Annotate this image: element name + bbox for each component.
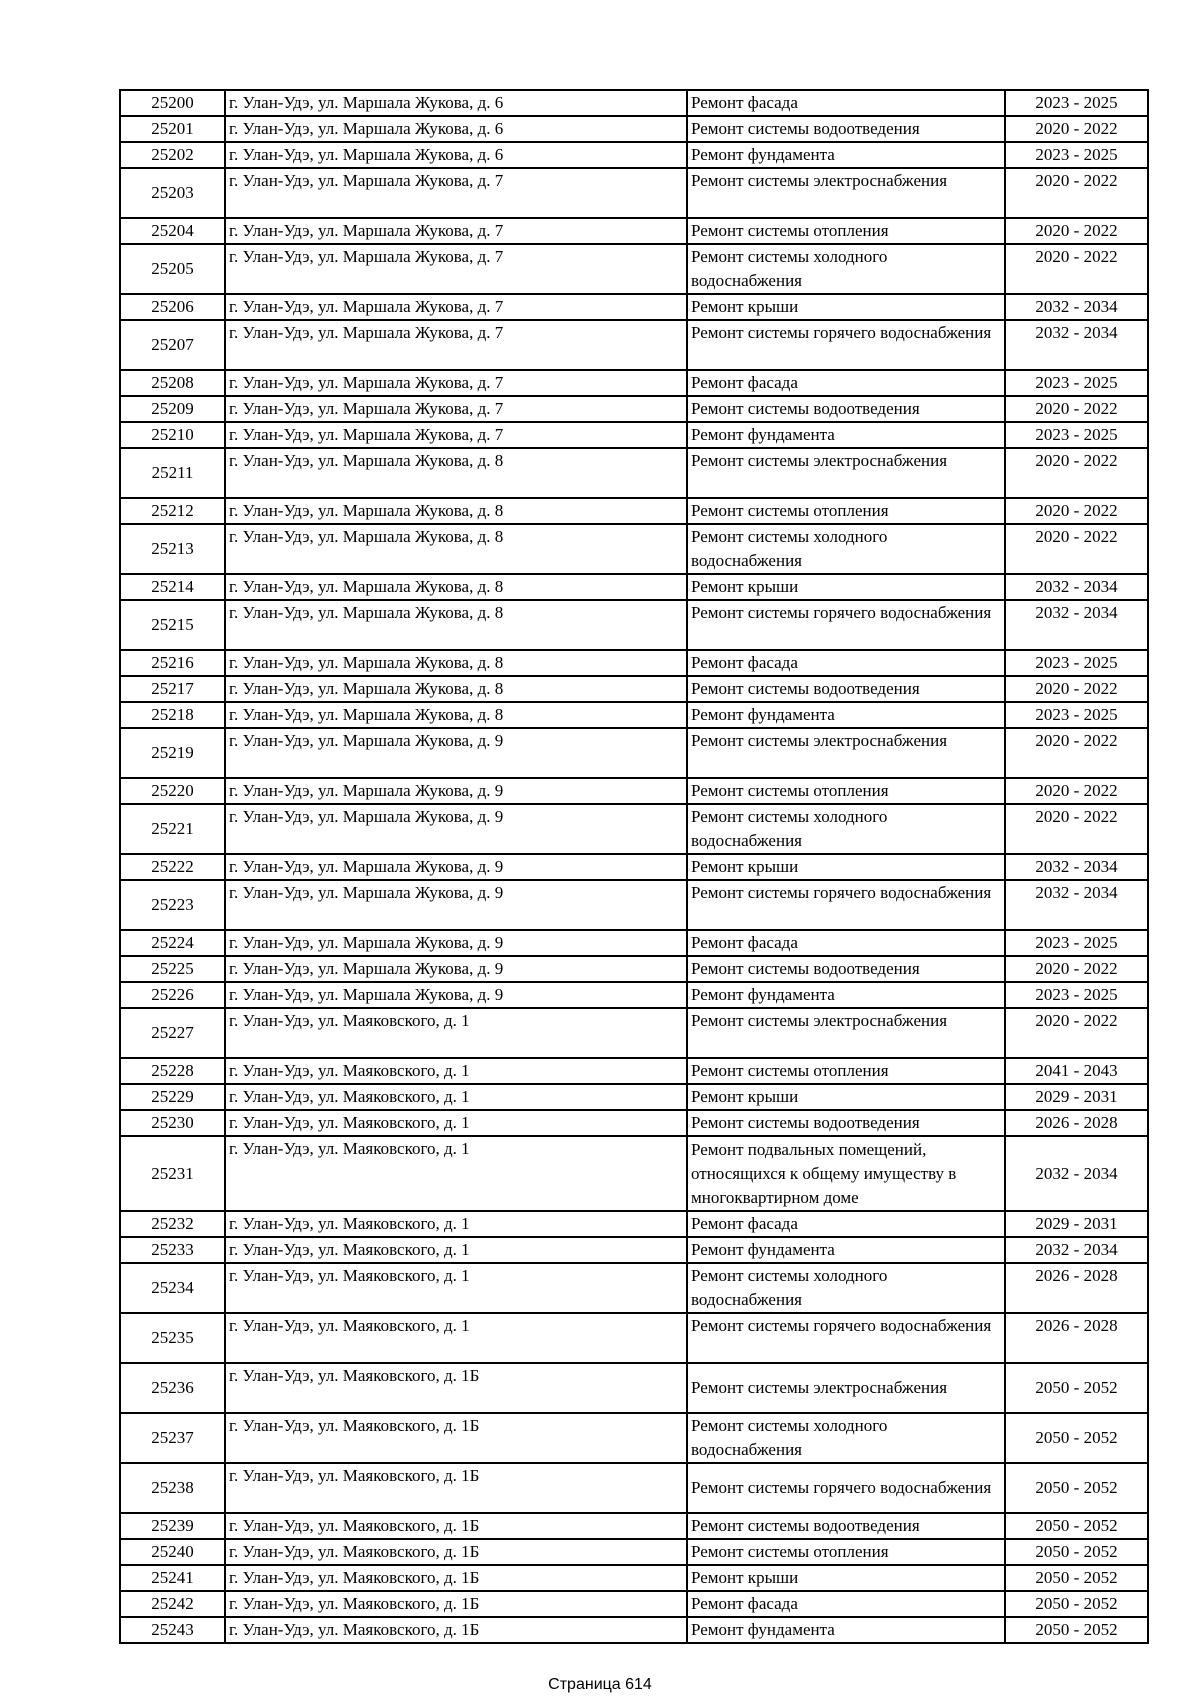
- row-number-cell: 25200: [120, 90, 225, 116]
- address-cell: г. Улан-Удэ, ул. Маяковского, д. 1Б: [225, 1591, 687, 1617]
- period-cell: 2020 - 2022: [1005, 168, 1148, 218]
- address-cell: г. Улан-Удэ, ул. Маршала Жукова, д. 7: [225, 294, 687, 320]
- table-row: [120, 294, 1148, 320]
- table-row: [120, 422, 1148, 448]
- works-table-body: [120, 90, 1148, 1643]
- period-cell: 2050 - 2052: [1005, 1565, 1148, 1591]
- work-type-cell: Ремонт системы горячего водоснабжения: [687, 320, 1005, 370]
- address-cell: г. Улан-Удэ, ул. Маршала Жукова, д. 7: [225, 320, 687, 370]
- address-cell: г. Улан-Удэ, ул. Маршала Жукова, д. 8: [225, 448, 687, 498]
- row-number-cell: 25243: [120, 1617, 225, 1643]
- row-number-cell: 25217: [120, 676, 225, 702]
- address-cell: г. Улан-Удэ, ул. Маршала Жукова, д. 8: [225, 702, 687, 728]
- work-type-cell: Ремонт фасада: [687, 1211, 1005, 1237]
- address-cell: г. Улан-Удэ, ул. Маршала Жукова, д. 8: [225, 600, 687, 650]
- table-row: [120, 1313, 1148, 1363]
- period-cell: 2020 - 2022: [1005, 218, 1148, 244]
- table-row: [120, 370, 1148, 396]
- period-cell: 2023 - 2025: [1005, 982, 1148, 1008]
- period-cell: 2050 - 2052: [1005, 1413, 1148, 1463]
- row-number-cell: 25242: [120, 1591, 225, 1617]
- table-row: [120, 1565, 1148, 1591]
- address-cell: г. Улан-Удэ, ул. Маяковского, д. 1: [225, 1263, 687, 1313]
- work-type-cell: Ремонт системы горячего водоснабжения: [687, 1313, 1005, 1363]
- row-number-cell: 25228: [120, 1058, 225, 1084]
- table-row: [120, 1513, 1148, 1539]
- row-number-cell: 25218: [120, 702, 225, 728]
- period-cell: 2020 - 2022: [1005, 956, 1148, 982]
- row-number-cell: 25232: [120, 1211, 225, 1237]
- address-cell: г. Улан-Удэ, ул. Маяковского, д. 1Б: [225, 1463, 687, 1513]
- period-cell: 2023 - 2025: [1005, 142, 1148, 168]
- table-row: [120, 168, 1148, 218]
- table-row: [120, 650, 1148, 676]
- work-type-cell: Ремонт фундамента: [687, 142, 1005, 168]
- work-type-cell: Ремонт системы электроснабжения: [687, 448, 1005, 498]
- address-cell: г. Улан-Удэ, ул. Маршала Жукова, д. 8: [225, 574, 687, 600]
- work-type-cell: Ремонт фундамента: [687, 1237, 1005, 1263]
- address-cell: г. Улан-Удэ, ул. Маршала Жукова, д. 7: [225, 168, 687, 218]
- table-row: [120, 854, 1148, 880]
- row-number-cell: 25206: [120, 294, 225, 320]
- address-cell: г. Улан-Удэ, ул. Маяковского, д. 1: [225, 1058, 687, 1084]
- period-cell: 2032 - 2034: [1005, 1237, 1148, 1263]
- table-row: [120, 1617, 1148, 1643]
- work-type-cell: Ремонт крыши: [687, 1565, 1005, 1591]
- row-number-cell: 25223: [120, 880, 225, 930]
- address-cell: г. Улан-Удэ, ул. Маяковского, д. 1Б: [225, 1363, 687, 1413]
- work-type-cell: Ремонт системы электроснабжения: [687, 168, 1005, 218]
- row-number-cell: 25224: [120, 930, 225, 956]
- row-number-cell: 25240: [120, 1539, 225, 1565]
- table-row: [120, 524, 1148, 574]
- period-cell: 2020 - 2022: [1005, 804, 1148, 854]
- address-cell: г. Улан-Удэ, ул. Маршала Жукова, д. 8: [225, 650, 687, 676]
- period-cell: 2026 - 2028: [1005, 1110, 1148, 1136]
- address-cell: г. Улан-Удэ, ул. Маршала Жукова, д. 7: [225, 422, 687, 448]
- address-cell: г. Улан-Удэ, ул. Маршала Жукова, д. 7: [225, 218, 687, 244]
- address-cell: г. Улан-Удэ, ул. Маяковского, д. 1: [225, 1008, 687, 1058]
- table-row: [120, 116, 1148, 142]
- table-row: [120, 880, 1148, 930]
- table-row: [120, 1539, 1148, 1565]
- work-type-cell: Ремонт системы электроснабжения: [687, 1008, 1005, 1058]
- row-number-cell: 25227: [120, 1008, 225, 1058]
- table-row: [120, 1211, 1148, 1237]
- address-cell: г. Улан-Удэ, ул. Маршала Жукова, д. 8: [225, 498, 687, 524]
- address-cell: г. Улан-Удэ, ул. Маршала Жукова, д. 7: [225, 370, 687, 396]
- period-cell: 2050 - 2052: [1005, 1591, 1148, 1617]
- address-cell: г. Улан-Удэ, ул. Маршала Жукова, д. 6: [225, 90, 687, 116]
- period-cell: 2023 - 2025: [1005, 930, 1148, 956]
- period-cell: 2020 - 2022: [1005, 524, 1148, 574]
- table-row: [120, 1413, 1148, 1463]
- work-type-cell: Ремонт фасада: [687, 90, 1005, 116]
- table-row: [120, 728, 1148, 778]
- period-cell: 2020 - 2022: [1005, 396, 1148, 422]
- row-number-cell: 25226: [120, 982, 225, 1008]
- address-cell: г. Улан-Удэ, ул. Маяковского, д. 1: [225, 1237, 687, 1263]
- row-number-cell: 25212: [120, 498, 225, 524]
- row-number-cell: 25213: [120, 524, 225, 574]
- table-row: [120, 498, 1148, 524]
- row-number-cell: 25236: [120, 1363, 225, 1413]
- table-row: [120, 702, 1148, 728]
- period-cell: 2020 - 2022: [1005, 728, 1148, 778]
- table-row: [120, 1058, 1148, 1084]
- table-row: [120, 982, 1148, 1008]
- table-row: [120, 804, 1148, 854]
- work-type-cell: Ремонт системы отопления: [687, 498, 1005, 524]
- period-cell: 2020 - 2022: [1005, 244, 1148, 294]
- period-cell: 2023 - 2025: [1005, 370, 1148, 396]
- table-row: [120, 448, 1148, 498]
- work-type-cell: Ремонт системы холодного водоснабжения: [687, 1263, 1005, 1313]
- work-type-cell: Ремонт системы электроснабжения: [687, 728, 1005, 778]
- period-cell: 2032 - 2034: [1005, 600, 1148, 650]
- work-type-cell: Ремонт крыши: [687, 574, 1005, 600]
- work-type-cell: Ремонт системы электроснабжения: [687, 1363, 1005, 1413]
- address-cell: г. Улан-Удэ, ул. Маршала Жукова, д. 9: [225, 854, 687, 880]
- row-number-cell: 25204: [120, 218, 225, 244]
- work-type-cell: Ремонт фасада: [687, 1591, 1005, 1617]
- address-cell: г. Улан-Удэ, ул. Маршала Жукова, д. 9: [225, 728, 687, 778]
- period-cell: 2020 - 2022: [1005, 676, 1148, 702]
- row-number-cell: 25201: [120, 116, 225, 142]
- row-number-cell: 25221: [120, 804, 225, 854]
- table-row: [120, 1237, 1148, 1263]
- row-number-cell: 25231: [120, 1136, 225, 1211]
- row-number-cell: 25237: [120, 1413, 225, 1463]
- table-row: [120, 1591, 1148, 1617]
- period-cell: 2023 - 2025: [1005, 422, 1148, 448]
- work-type-cell: Ремонт системы водоотведения: [687, 396, 1005, 422]
- work-type-cell: Ремонт системы водоотведения: [687, 1513, 1005, 1539]
- table-row: [120, 956, 1148, 982]
- address-cell: г. Улан-Удэ, ул. Маяковского, д. 1: [225, 1313, 687, 1363]
- address-cell: г. Улан-Удэ, ул. Маршала Жукова, д. 8: [225, 676, 687, 702]
- period-cell: 2041 - 2043: [1005, 1058, 1148, 1084]
- row-number-cell: 25241: [120, 1565, 225, 1591]
- row-number-cell: 25205: [120, 244, 225, 294]
- row-number-cell: 25215: [120, 600, 225, 650]
- work-type-cell: Ремонт крыши: [687, 854, 1005, 880]
- address-cell: г. Улан-Удэ, ул. Маяковского, д. 1Б: [225, 1617, 687, 1643]
- table-row: [120, 1363, 1148, 1413]
- table-row: [120, 142, 1148, 168]
- row-number-cell: 25202: [120, 142, 225, 168]
- work-type-cell: Ремонт системы отопления: [687, 1539, 1005, 1565]
- work-type-cell: Ремонт фасада: [687, 650, 1005, 676]
- work-type-cell: Ремонт системы горячего водоснабжения: [687, 880, 1005, 930]
- works-table: [119, 89, 1149, 1644]
- table-row: [120, 1263, 1148, 1313]
- row-number-cell: 25235: [120, 1313, 225, 1363]
- period-cell: 2050 - 2052: [1005, 1363, 1148, 1413]
- period-cell: 2032 - 2034: [1005, 294, 1148, 320]
- table-row: [120, 320, 1148, 370]
- table-row: [120, 600, 1148, 650]
- address-cell: г. Улан-Удэ, ул. Маяковского, д. 1: [225, 1136, 687, 1211]
- row-number-cell: 25208: [120, 370, 225, 396]
- period-cell: 2050 - 2052: [1005, 1513, 1148, 1539]
- address-cell: г. Улан-Удэ, ул. Маяковского, д. 1: [225, 1084, 687, 1110]
- address-cell: г. Улан-Удэ, ул. Маршала Жукова, д. 6: [225, 142, 687, 168]
- period-cell: 2032 - 2034: [1005, 574, 1148, 600]
- address-cell: г. Улан-Удэ, ул. Маяковского, д. 1Б: [225, 1565, 687, 1591]
- work-type-cell: Ремонт фундамента: [687, 982, 1005, 1008]
- table-row: [120, 1136, 1148, 1211]
- address-cell: г. Улан-Удэ, ул. Маршала Жукова, д. 9: [225, 778, 687, 804]
- period-cell: 2032 - 2034: [1005, 320, 1148, 370]
- row-number-cell: 25209: [120, 396, 225, 422]
- row-number-cell: 25216: [120, 650, 225, 676]
- row-number-cell: 25229: [120, 1084, 225, 1110]
- period-cell: 2032 - 2034: [1005, 854, 1148, 880]
- row-number-cell: 25207: [120, 320, 225, 370]
- address-cell: г. Улан-Удэ, ул. Маршала Жукова, д. 9: [225, 880, 687, 930]
- row-number-cell: 25214: [120, 574, 225, 600]
- period-cell: 2020 - 2022: [1005, 1008, 1148, 1058]
- work-type-cell: Ремонт системы водоотведения: [687, 676, 1005, 702]
- period-cell: 2029 - 2031: [1005, 1211, 1148, 1237]
- row-number-cell: 25230: [120, 1110, 225, 1136]
- table-row: [120, 396, 1148, 422]
- period-cell: 2020 - 2022: [1005, 116, 1148, 142]
- work-type-cell: Ремонт системы водоотведения: [687, 956, 1005, 982]
- work-type-cell: Ремонт фундамента: [687, 702, 1005, 728]
- work-type-cell: Ремонт крыши: [687, 1084, 1005, 1110]
- work-type-cell: Ремонт системы горячего водоснабжения: [687, 1463, 1005, 1513]
- address-cell: г. Улан-Удэ, ул. Маршала Жукова, д. 9: [225, 982, 687, 1008]
- table-row: [120, 90, 1148, 116]
- row-number-cell: 25222: [120, 854, 225, 880]
- work-type-cell: Ремонт системы отопления: [687, 778, 1005, 804]
- work-type-cell: Ремонт системы холодного водоснабжения: [687, 524, 1005, 574]
- address-cell: г. Улан-Удэ, ул. Маяковского, д. 1Б: [225, 1513, 687, 1539]
- address-cell: г. Улан-Удэ, ул. Маршала Жукова, д. 7: [225, 244, 687, 294]
- period-cell: 2023 - 2025: [1005, 90, 1148, 116]
- address-cell: г. Улан-Удэ, ул. Маяковского, д. 1: [225, 1110, 687, 1136]
- table-row: [120, 574, 1148, 600]
- row-number-cell: 25210: [120, 422, 225, 448]
- row-number-cell: 25225: [120, 956, 225, 982]
- row-number-cell: 25220: [120, 778, 225, 804]
- work-type-cell: Ремонт системы холодного водоснабжения: [687, 804, 1005, 854]
- period-cell: 2032 - 2034: [1005, 880, 1148, 930]
- period-cell: 2023 - 2025: [1005, 650, 1148, 676]
- work-type-cell: Ремонт системы водоотведения: [687, 116, 1005, 142]
- period-cell: 2023 - 2025: [1005, 702, 1148, 728]
- table-row: [120, 676, 1148, 702]
- address-cell: г. Улан-Удэ, ул. Маяковского, д. 1Б: [225, 1413, 687, 1463]
- period-cell: 2026 - 2028: [1005, 1263, 1148, 1313]
- period-cell: 2020 - 2022: [1005, 498, 1148, 524]
- period-cell: 2032 - 2034: [1005, 1136, 1148, 1211]
- work-type-cell: Ремонт системы водоотведения: [687, 1110, 1005, 1136]
- address-cell: г. Улан-Удэ, ул. Маршала Жукова, д. 7: [225, 396, 687, 422]
- work-type-cell: Ремонт фундамента: [687, 1617, 1005, 1643]
- address-cell: г. Улан-Удэ, ул. Маяковского, д. 1: [225, 1211, 687, 1237]
- work-type-cell: Ремонт фасада: [687, 930, 1005, 956]
- table-row: [120, 1008, 1148, 1058]
- table-row: [120, 930, 1148, 956]
- row-number-cell: 25233: [120, 1237, 225, 1263]
- address-cell: г. Улан-Удэ, ул. Маршала Жукова, д. 9: [225, 804, 687, 854]
- address-cell: г. Улан-Удэ, ул. Маршала Жукова, д. 9: [225, 956, 687, 982]
- address-cell: г. Улан-Удэ, ул. Маршала Жукова, д. 8: [225, 524, 687, 574]
- row-number-cell: 25219: [120, 728, 225, 778]
- period-cell: 2026 - 2028: [1005, 1313, 1148, 1363]
- row-number-cell: 25234: [120, 1263, 225, 1313]
- work-type-cell: Ремонт системы отопления: [687, 218, 1005, 244]
- period-cell: 2020 - 2022: [1005, 778, 1148, 804]
- address-cell: г. Улан-Удэ, ул. Маршала Жукова, д. 6: [225, 116, 687, 142]
- period-cell: 2020 - 2022: [1005, 448, 1148, 498]
- work-type-cell: Ремонт фундамента: [687, 422, 1005, 448]
- period-cell: 2050 - 2052: [1005, 1539, 1148, 1565]
- work-type-cell: Ремонт фасада: [687, 370, 1005, 396]
- work-type-cell: Ремонт системы отопления: [687, 1058, 1005, 1084]
- period-cell: 2050 - 2052: [1005, 1463, 1148, 1513]
- row-number-cell: 25238: [120, 1463, 225, 1513]
- period-cell: 2029 - 2031: [1005, 1084, 1148, 1110]
- page-number: Страница 614: [548, 1676, 652, 1693]
- row-number-cell: 25239: [120, 1513, 225, 1539]
- row-number-cell: 25211: [120, 448, 225, 498]
- table-row: [120, 1110, 1148, 1136]
- table-row: [120, 1084, 1148, 1110]
- work-type-cell: Ремонт подвальных помещений, относящихся к общему имуществу в многоквартирном доме: [687, 1136, 1005, 1211]
- table-row: [120, 244, 1148, 294]
- work-type-cell: Ремонт крыши: [687, 294, 1005, 320]
- table-row: [120, 218, 1148, 244]
- work-type-cell: Ремонт системы горячего водоснабжения: [687, 600, 1005, 650]
- work-type-cell: Ремонт системы холодного водоснабжения: [687, 244, 1005, 294]
- table-row: [120, 778, 1148, 804]
- address-cell: г. Улан-Удэ, ул. Маршала Жукова, д. 9: [225, 930, 687, 956]
- row-number-cell: 25203: [120, 168, 225, 218]
- work-type-cell: Ремонт системы холодного водоснабжения: [687, 1413, 1005, 1463]
- period-cell: 2050 - 2052: [1005, 1617, 1148, 1643]
- address-cell: г. Улан-Удэ, ул. Маяковского, д. 1Б: [225, 1539, 687, 1565]
- table-row: [120, 1463, 1148, 1513]
